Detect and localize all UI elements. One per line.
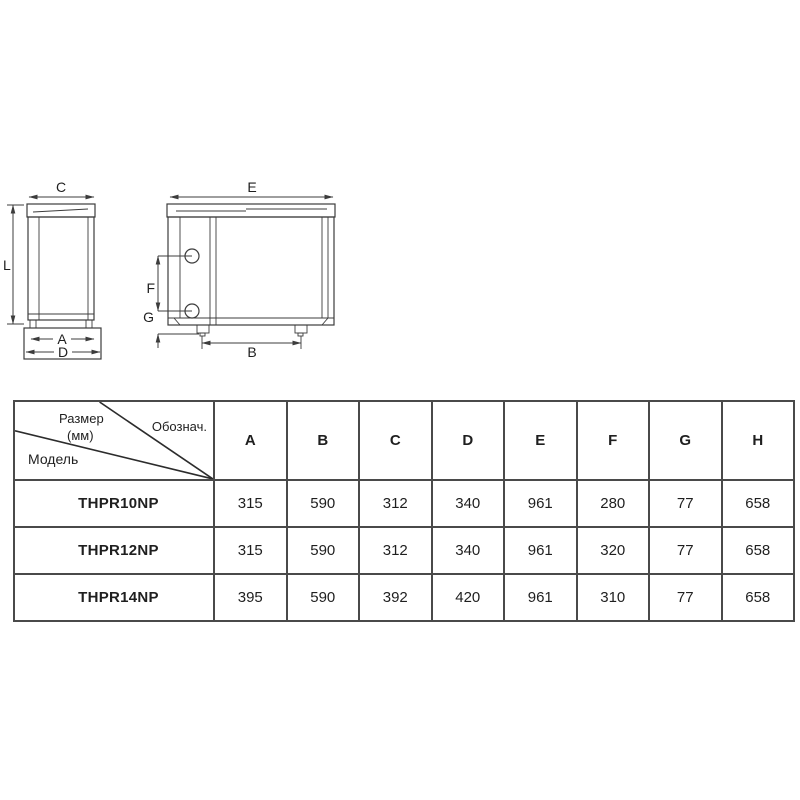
value-cell: 312 [359,480,432,527]
value-cell: 658 [722,527,795,574]
value-cell: 420 [432,574,505,621]
dim-label-e: E [247,179,257,195]
dim-label-g: G [143,309,154,325]
value-cell: 77 [649,480,722,527]
table-row [14,527,794,574]
corner-size-label: Размер [59,411,104,426]
value-cell: 658 [722,574,795,621]
value-cell: 340 [432,480,505,527]
dim-label-d: D [57,344,69,360]
dimensions-table [13,400,795,622]
front-view [143,179,335,360]
value-cell: 315 [214,480,287,527]
table-row [14,574,794,621]
model-cell: THPR14NP [14,574,214,621]
front-body [168,217,334,325]
col-header-a: A [214,401,287,480]
front-foot-right [295,325,307,333]
side-body [28,217,94,320]
corner-diagonals [15,402,213,479]
side-view [3,179,101,360]
value-cell: 77 [649,527,722,574]
model-cell: THPR10NP [14,480,214,527]
corner-size-unit: (мм) [67,428,94,443]
value-cell: 280 [577,480,650,527]
side-foot-left [30,320,36,328]
col-header-g: G [649,401,722,480]
col-header-e: E [504,401,577,480]
value-cell: 961 [504,527,577,574]
front-foot-left [197,325,209,333]
model-cell: THPR12NP [14,527,214,574]
dimensions-table-wrap [13,400,795,622]
value-cell: 310 [577,574,650,621]
col-header-c: C [359,401,432,480]
value-cell: 315 [214,527,287,574]
col-header-f: F [577,401,650,480]
value-cell: 77 [649,574,722,621]
table-row [14,480,794,527]
value-cell: 590 [287,574,360,621]
value-cell: 320 [577,527,650,574]
table-header-row [14,401,794,480]
value-cell: 590 [287,480,360,527]
side-foot-right [86,320,92,328]
value-cell: 590 [287,527,360,574]
side-cap-seam [33,209,88,212]
dim-label-c: C [55,179,67,195]
corner-designation-label: Обознач. [151,419,207,434]
corner-model-label: Модель [28,451,79,467]
col-header-h: H [722,401,795,480]
front-top-cap [167,204,335,217]
dim-g [158,334,199,348]
dim-label-l: L [3,257,11,273]
dim-label-a: A [57,331,67,347]
value-cell: 392 [359,574,432,621]
value-cell: 340 [432,527,505,574]
col-header-d: D [432,401,505,480]
value-cell: 658 [722,480,795,527]
table-corner-cell [14,401,214,480]
col-header-b: B [287,401,360,480]
dim-label-b: B [247,344,257,360]
value-cell: 312 [359,527,432,574]
technical-drawing [0,0,400,400]
value-cell: 395 [214,574,287,621]
dim-label-f: F [146,280,155,296]
value-cell: 961 [504,480,577,527]
value-cell: 961 [504,574,577,621]
